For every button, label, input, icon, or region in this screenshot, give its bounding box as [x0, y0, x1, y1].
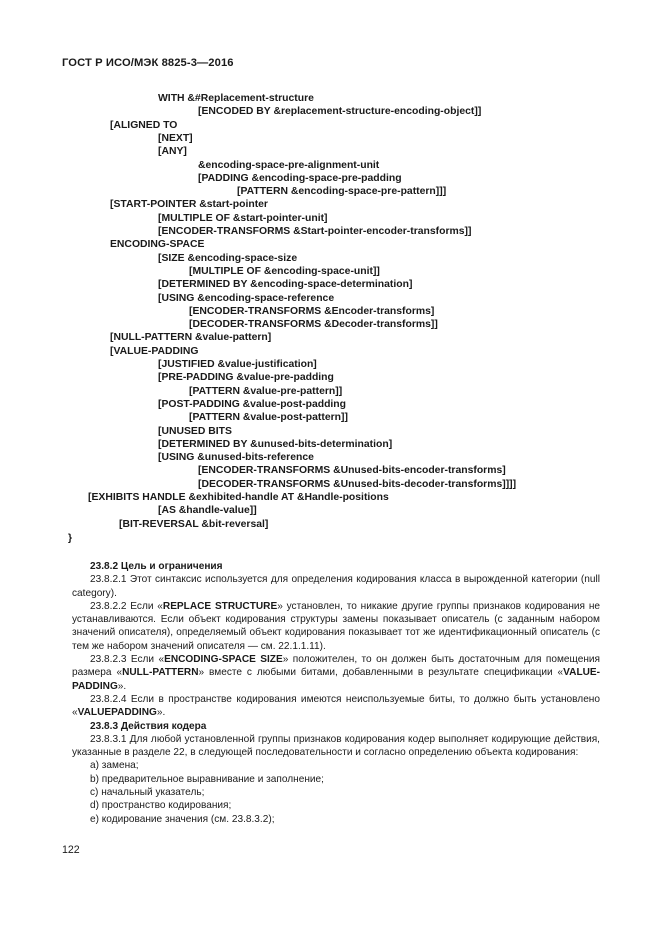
paragraph: 23.8.3.1 Для любой установленной группы признаков кодирования кодер выполняет кодирующие действия, указанные в разделе 22, в следующей последовательности и согласно определению объекта кодирования: [72, 733, 600, 759]
list-item: a) замена; [90, 760, 139, 772]
page-header: ГОСТ Р ИСО/МЭК 8825-3—2016 [62, 57, 234, 69]
text-run: ». [117, 680, 127, 692]
code-line: [ENCODER-TRANSFORMS &Encoder-transforms] [189, 305, 435, 317]
text-run: 23.8.2.4 Если в пространстве кодирования имеются неиспользуемые биты, то должно быть установлено « [72, 693, 600, 719]
code-line: [BIT-REVERSAL &bit-reversal] [119, 518, 269, 530]
code-line: ENCODING-SPACE [110, 239, 205, 251]
paragraph [72, 600, 600, 653]
code-line: [EXHIBITS HANDLE &exhibited-handle AT &Handle-positions [88, 492, 389, 503]
text-run: » положителен, то он должен быть достаточным для помещения размера « [72, 654, 600, 679]
code-line: [DETERMINED BY &unused-bits-determination] [158, 438, 393, 450]
text-run: 23.8.2.2 Если « [90, 600, 163, 612]
list-item: c) начальный указатель; [90, 787, 205, 799]
paragraph [72, 653, 600, 693]
keyword: NULL-PATTERN [122, 667, 199, 679]
code-line: [PATTERN &value-pre-pattern]] [189, 385, 343, 397]
keyword: REPLACE STRUCTURE [162, 600, 278, 612]
body-text [72, 560, 600, 826]
code-line: [PADDING &encoding-space-pre-padding [198, 172, 402, 184]
code-line: [NULL-PATTERN &value-pattern] [110, 332, 272, 344]
code-line: [ANY] [158, 146, 187, 158]
code-line: [PRE-PADDING &value-pre-padding [158, 372, 334, 384]
code-line: } [68, 533, 73, 544]
keyword: VALUE-PADDING [72, 667, 600, 692]
code-line: [ENCODED BY &replacement-structure-encoding-object]] [198, 106, 482, 118]
code-line: [DETERMINED BY &encoding-space-determination] [158, 279, 413, 291]
keyword: VALUEPADDING [77, 707, 157, 719]
code-line: [USING &encoding-space-reference [158, 292, 335, 304]
code-line: [MULTIPLE OF &encoding-space-unit]] [189, 265, 380, 277]
paragraph [72, 693, 600, 720]
code-line: [SIZE &encoding-space-size [158, 252, 298, 264]
code-line: [PATTERN &encoding-space-pre-pattern]]] [237, 186, 447, 198]
code-line: [JUSTIFIED &value-justification] [158, 359, 317, 370]
list-item: e) кодирование значения (см. 23.8.3.2); [90, 813, 275, 825]
code-line: [DECODER-TRANSFORMS &Unused-bits-decoder-transforms]]]] [198, 478, 517, 490]
code-line: WITH &#Replacement-structure [158, 93, 314, 104]
text-run: ». [156, 707, 166, 719]
paragraph: 23.8.2.1 Этот синтаксис используется для определения кодирования класса в вырожденной категории (null category). [72, 574, 600, 599]
code-line: [USING &unused-bits-reference [158, 452, 314, 464]
code-line: [AS &handle-value]] [158, 505, 257, 517]
text-run: » вместе с любыми битами, добавленными в результате спецификации « [198, 667, 564, 679]
section-heading: 23.8.3 Действия кодера [90, 720, 207, 732]
list-item: d) пространство кодирования; [90, 800, 232, 812]
text-run: 23.8.2.3 Если « [90, 654, 165, 666]
section-heading: 23.8.2 Цель и ограничения [90, 561, 223, 572]
code-line: &encoding-space-pre-alignment-unit [198, 159, 380, 171]
list-item: b) предварительное выравнивание и заполнение; [90, 773, 324, 785]
code-line: [POST-PADDING &value-post-padding [158, 398, 346, 410]
code-line: [DECODER-TRANSFORMS &Decoder-transforms]] [189, 319, 438, 331]
code-line: [VALUE-PADDING [110, 345, 199, 357]
code-line: [ENCODER-TRANSFORMS &Unused-bits-encoder-transforms] [198, 465, 506, 477]
code-line: [ALIGNED TO [110, 119, 178, 131]
code-line: [START-POINTER &start-pointer [110, 199, 268, 211]
code-line: [MULTIPLE OF &start-pointer-unit] [158, 212, 328, 224]
code-line: [PATTERN &value-post-pattern]] [189, 412, 348, 424]
code-line: [UNUSED BITS [158, 425, 232, 437]
code-line: [NEXT] [158, 132, 193, 144]
page-number: 122 [62, 844, 80, 856]
code-line: [ENCODER-TRANSFORMS &Start-pointer-encoder-transforms]] [158, 226, 472, 237]
keyword: ENCODING-SPACE SIZE [164, 654, 283, 666]
text-run: » установлен, то никакие другие группы признаков кодирования не устанавливаются. Если объект кодирования структуры замены показывает описатель (с заданным набором значений описателя), определяемый объект кодирования показывает тот же идентификационный описатель (с тем же набором значений описателя — см. 22.1.1.11). [72, 600, 601, 652]
